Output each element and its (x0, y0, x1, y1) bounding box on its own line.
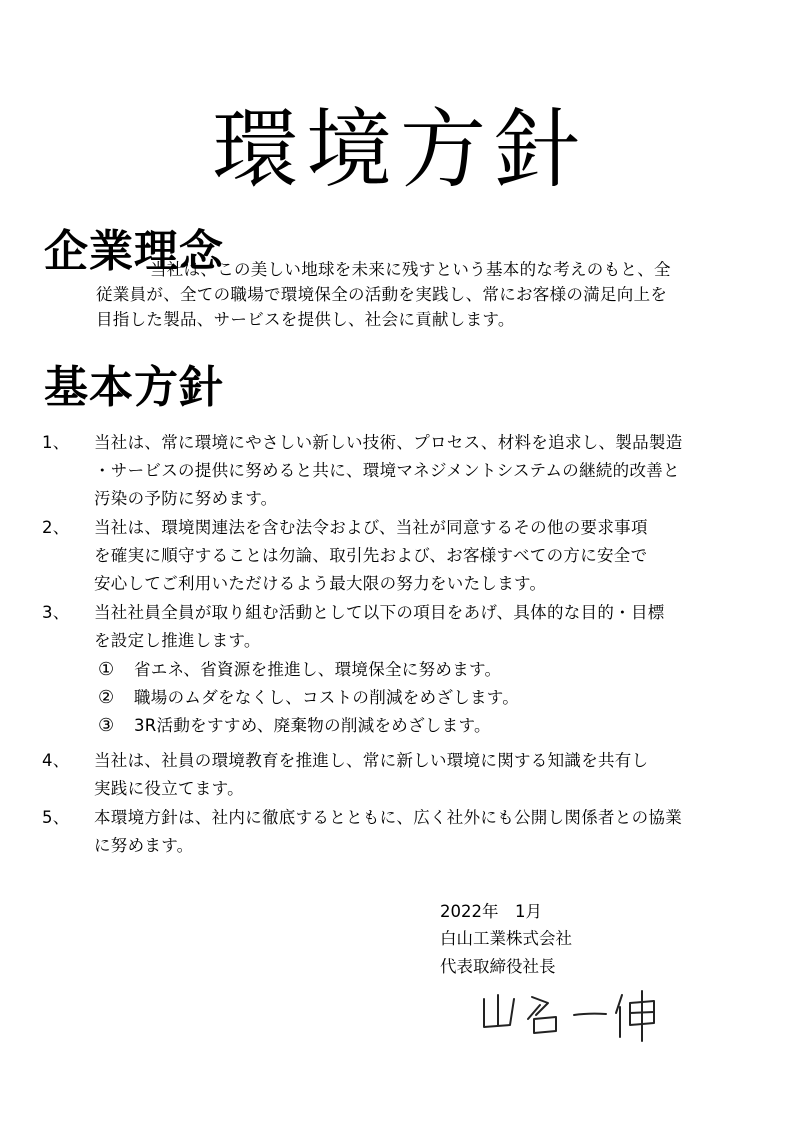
policy-item-number: 3、 (42, 603, 70, 622)
policy-item-line: 当社は、環境関連法を含む法令および、当社が同意するその他の要求事項 (94, 518, 648, 537)
issue-date: 2022年 1月 (440, 902, 542, 921)
page-title: 環境方針 (212, 100, 588, 200)
policy-item-line: に努めます。 (94, 836, 194, 855)
policy-item-number: 1、 (42, 433, 70, 452)
philosophy-line: 当社は、この美しい地球を未来に残すという基本的な考えのもと、全 (150, 260, 671, 279)
philosophy-heading: 企業理念 (44, 226, 224, 277)
policy-item-line: 当社社員全員が取り組む活動として以下の項目をあげ、具体的な目的・目標 (94, 603, 665, 622)
policy-item-line: 当社は、社員の環境教育を推進し、常に新しい環境に関する知識を共有し (94, 751, 649, 770)
policy-item-line: 本環境方針は、社内に徹底するとともに、広く社外にも公開し関係者との協業 (94, 808, 682, 827)
subitem-text: 3R活動をすすめ、廃棄物の削減をめざします。 (134, 716, 491, 735)
policy-item-line: ・サービスの提供に努めると共に、環境マネジメントシステムの継続的改善と (94, 461, 680, 480)
policy-item-line: を確実に順守することは勿論、取引先および、お客様すべての方に安全で (94, 546, 648, 565)
policy-item-line: を設定し推進します。 (94, 631, 261, 650)
subitem-mark: ③ (98, 715, 115, 736)
policy-item-number: 5、 (42, 808, 70, 827)
philosophy-line: 従業員が、全ての職場で環境保全の活動を実践し、常にお客様の満足向上を (96, 285, 668, 304)
policy-item-line: 安心してご利用いただけるよう最大限の努力をいたします。 (94, 574, 547, 593)
company-name: 白山工業株式会社 (440, 929, 572, 948)
policy-item-line: 実践に役立てます。 (94, 779, 244, 798)
subitem-mark: ① (98, 659, 115, 680)
policy-heading: 基本方針 (44, 362, 224, 413)
signer-position: 代表取締役社長 (440, 957, 556, 976)
subitem-text: 省エネ、省資源を推進し、環境保全に努めます。 (134, 660, 502, 679)
policy-item-line: 汚染の予防に努めます。 (94, 489, 278, 508)
philosophy-line: 目指した製品、サービスを提供し、社会に貢献します。 (96, 310, 515, 329)
policy-item-number: 4、 (42, 751, 70, 770)
handwritten-signature (470, 985, 670, 1045)
subitem-mark: ② (98, 687, 115, 708)
policy-item-line: 当社は、常に環境にやさしい新しい技術、プロセス、材料を追求し、製品製造 (94, 433, 683, 452)
subitem-text: 職場のムダをなくし、コストの削減をめざします。 (134, 688, 520, 707)
policy-item-number: 2、 (42, 518, 70, 537)
